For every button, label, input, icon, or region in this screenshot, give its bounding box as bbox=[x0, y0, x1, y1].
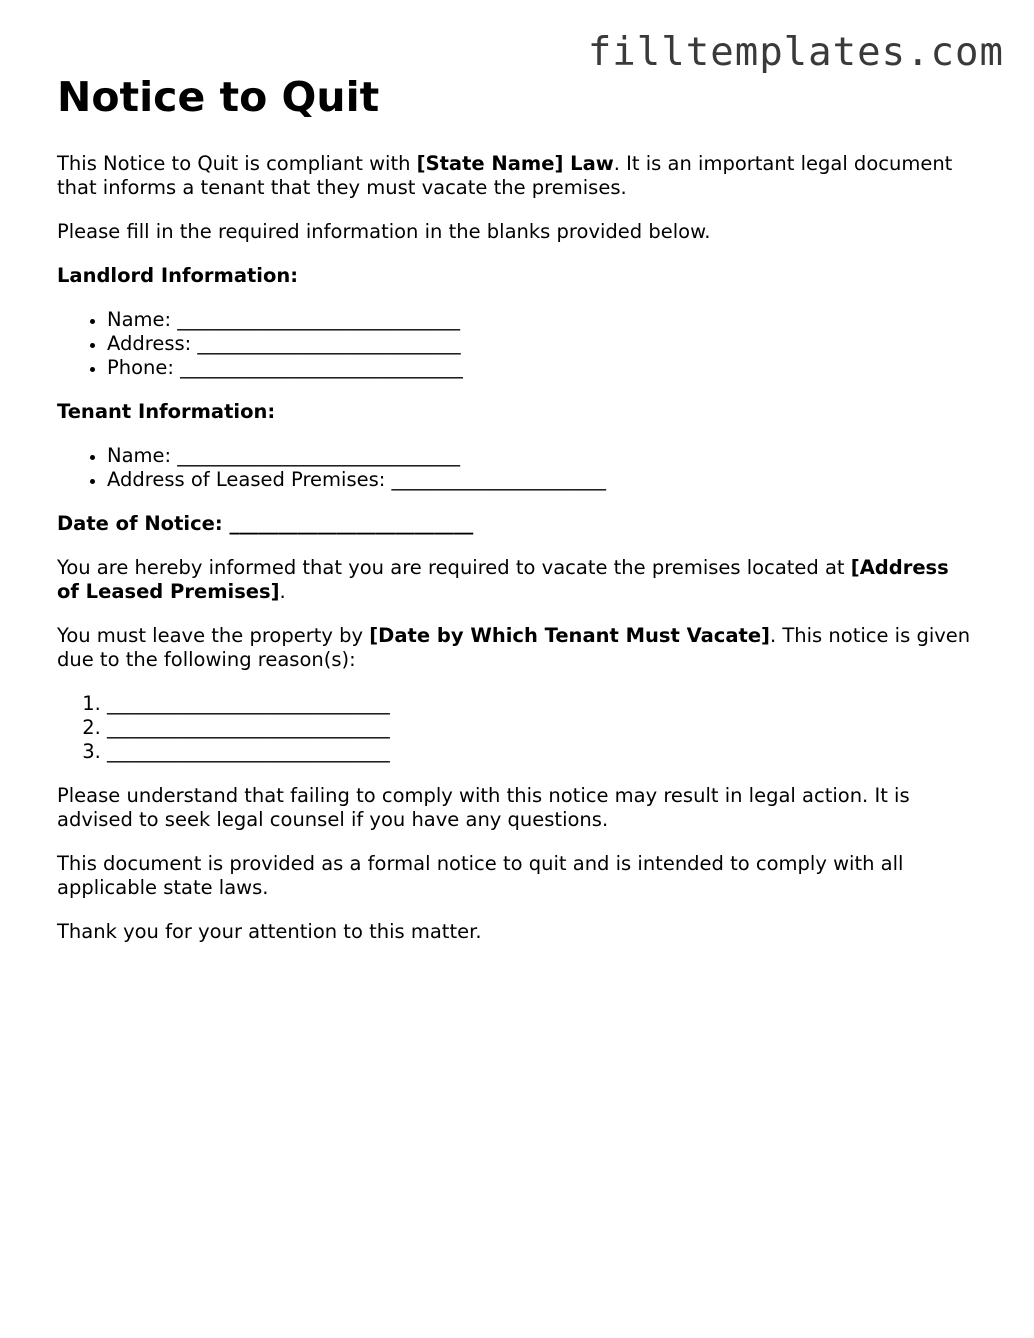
tenant-heading: Tenant Information: bbox=[57, 400, 276, 423]
date-of-notice-field[interactable]: Date of Notice: _________________________ bbox=[57, 512, 474, 535]
reason-field-2[interactable]: 2. _____________________________ bbox=[107, 716, 977, 740]
closing-paragraph: Thank you for your attention to this matter. bbox=[57, 920, 482, 943]
landlord-phone-field[interactable]: • Phone: _____________________________ bbox=[107, 356, 977, 380]
landlord-list bbox=[57, 308, 977, 380]
landlord-heading: Landlord Information: bbox=[57, 264, 299, 287]
reason-field-1[interactable]: 1. _____________________________ bbox=[107, 692, 977, 716]
tenant-list bbox=[57, 444, 977, 492]
vacate-text-after: . bbox=[279, 580, 286, 603]
warning-paragraph: Please understand that failing to comply with this notice may result in legal action. It is advised to seek legal counsel if you have any questions. bbox=[57, 784, 910, 831]
watermark: filltemplates.com bbox=[587, 30, 1004, 75]
reason-field-3[interactable]: 3. _____________________________ bbox=[107, 740, 977, 764]
landlord-address-field[interactable]: • Address: ___________________________ bbox=[107, 332, 977, 356]
document-body bbox=[57, 72, 977, 964]
landlord-name-field[interactable]: • Name: _____________________________ bbox=[107, 308, 977, 332]
state-law-placeholder: [State Name] Law bbox=[416, 152, 614, 175]
intro-text-after: . It is an important legal document that informs a tenant that they must vacate the premises. bbox=[57, 152, 953, 199]
leave-text-after: . This notice is given due to the following reason(s): bbox=[57, 624, 971, 671]
instructions-paragraph: Please fill in the required information in the blanks provided below. bbox=[57, 220, 711, 243]
tenant-address-field[interactable]: • Address of Leased Premises: ______________________ bbox=[107, 468, 977, 492]
leave-by-paragraph bbox=[57, 624, 977, 672]
vacate-text-before: You are hereby informed that you are required to vacate the premises located at bbox=[57, 556, 851, 579]
leased-premises-placeholder: [Address of Leased Premises] bbox=[57, 556, 949, 603]
vacate-date-placeholder: [Date by Which Tenant Must Vacate] bbox=[369, 624, 770, 647]
page-title: Notice to Quit bbox=[57, 73, 380, 121]
tenant-name-field[interactable]: • Name: _____________________________ bbox=[107, 444, 977, 468]
reasons-list bbox=[57, 692, 977, 764]
formal-notice-paragraph: This document is provided as a formal notice to quit and is intended to comply with all applicable state laws. bbox=[57, 852, 904, 899]
leave-text-before: You must leave the property by bbox=[57, 624, 370, 647]
vacate-notice-paragraph bbox=[57, 556, 977, 604]
intro-paragraph bbox=[57, 152, 977, 200]
intro-text-before: This Notice to Quit is compliant with bbox=[57, 152, 417, 175]
